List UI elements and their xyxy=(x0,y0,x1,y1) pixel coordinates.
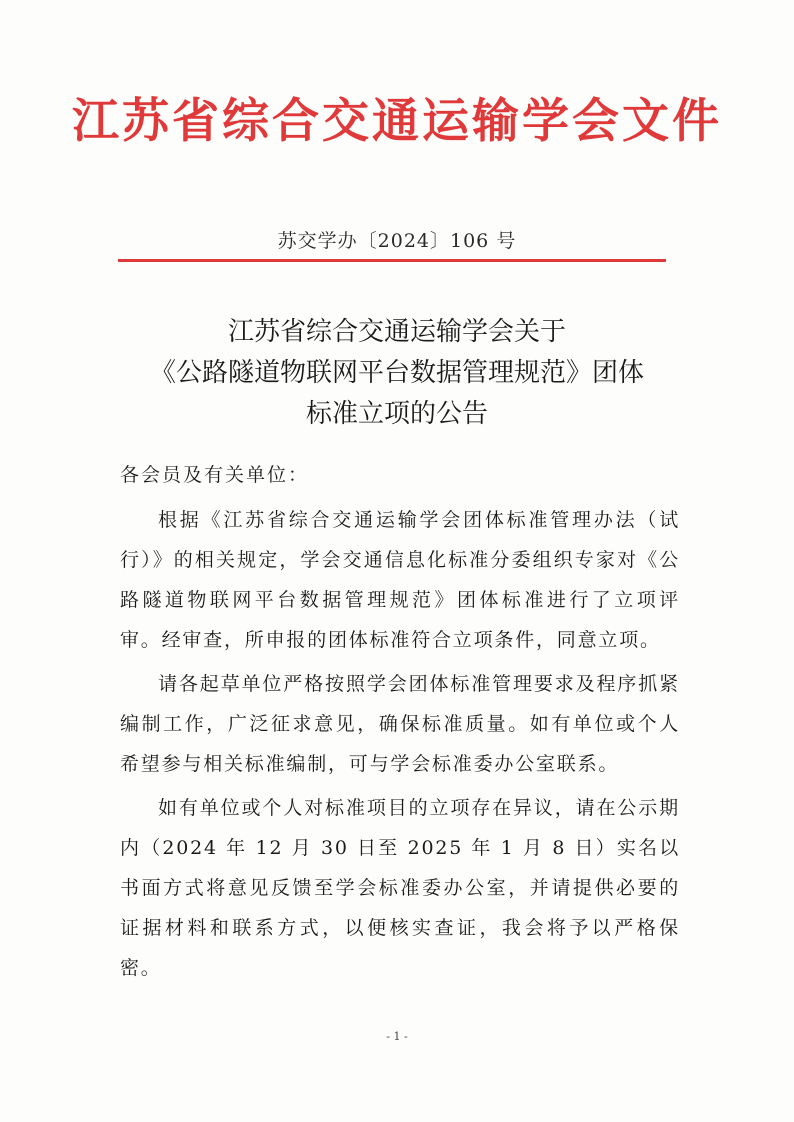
body-paragraph-2: 请各起草单位严格按照学会团体标准管理要求及程序抓紧编制工作，广泛征求意见，确保标准质量。如有单位或个人希望参与相关标准编制，可与学会标准委办公室联系。 xyxy=(120,673,680,775)
body-paragraph-3: 如有单位或个人对标准项目的立项存在异议，请在公示期内（2024 年 12 月 30 日至 2025 年 1 月 8 日）实名以书面方式将意见反馈至学会标准委办公室，并请提供必要的证据材料和联系方式，以便核实查证，我会将予以严格保密。 xyxy=(120,797,680,979)
notice-title-line-1: 江苏省综合交通运输学会关于 xyxy=(227,317,566,347)
document-number: 苏交学办〔2024〕106 号 xyxy=(277,230,517,252)
notice-title-line-2: 《公路隧道物联网平台数据管理规范》团体 xyxy=(149,358,644,388)
notice-title-line-3: 标准立项的公告 xyxy=(305,399,488,429)
notice-title xyxy=(90,312,704,435)
org-file-title: 江苏省综合交通运输学会文件 xyxy=(72,94,722,149)
page-number: - 1 - xyxy=(386,1030,408,1043)
salutation: 各会员及有关单位： xyxy=(120,464,310,486)
body-paragraph-1: 根据《江苏省综合交通运输学会团体标准管理办法（试行）》的相关规定，学会交通信息化标准分委组织专家对《公路隧道物联网平台数据管理规范》团体标准进行了立项评审。经审查，所申报的团体标准符合立项条件，同意立项。 xyxy=(120,509,680,651)
notice-body xyxy=(120,500,680,992)
red-divider-line xyxy=(118,259,666,262)
